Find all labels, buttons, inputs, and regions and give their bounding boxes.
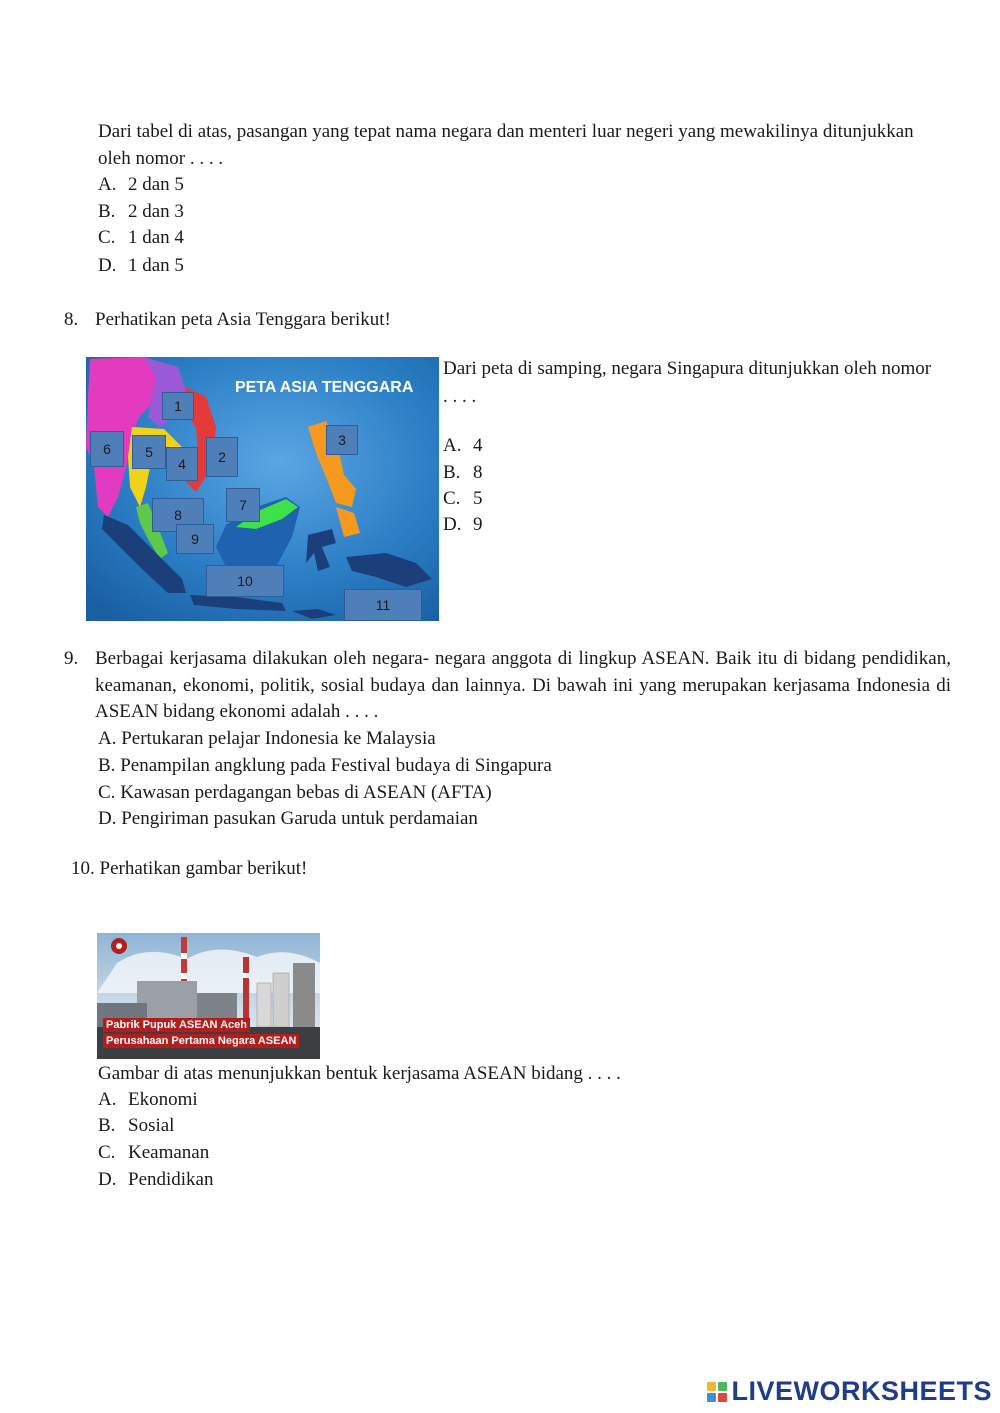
option-text: 4 xyxy=(473,435,483,456)
option-letter: A. xyxy=(98,174,117,195)
option-text: Kawasan perdagangan bebas di ASEAN (AFTA) xyxy=(120,782,492,803)
q7-stem-line1: Dari tabel di atas, pasangan yang tepat nama negara dan menteri luar negeri yang mewakilinya ditunjukkan xyxy=(98,121,914,142)
q9-stem: Berbagai kerjasama dilakukan oleh negara- negara anggota di lingkup ASEAN. Baik itu di bidang pendidikan, keamanan, ekonomi, politik, sosial budaya dan lainnya. Di bawah ini yang merupakan kerjasama Indonesia di ASEAN bidang ekonomi adalah . . . . xyxy=(95,648,951,722)
option-letter: C. xyxy=(443,488,461,509)
q7-option-d[interactable] xyxy=(98,253,184,279)
map-title: PETA ASIA TENGGARA xyxy=(235,379,414,396)
option-text: Penampilan angklung pada Festival budaya di Singapura xyxy=(120,755,552,776)
map-label-6: 6 xyxy=(90,431,124,467)
map-label-1: 1 xyxy=(162,392,194,420)
map-label-4: 4 xyxy=(166,447,198,481)
map-label-5: 5 xyxy=(132,435,166,469)
map-label-8: 8 xyxy=(152,498,204,532)
q10-option-a[interactable] xyxy=(98,1087,198,1113)
q7-option-a[interactable] xyxy=(98,172,184,198)
option-letter: B. xyxy=(443,462,461,483)
q7-stem-line2: oleh nomor . . . . xyxy=(98,148,224,169)
option-letter: A. xyxy=(98,1089,117,1110)
q8-option-a[interactable] xyxy=(443,433,483,459)
option-letter: B. xyxy=(98,755,116,776)
q8-stem-text: Perhatikan peta Asia Tenggara berikut! xyxy=(95,309,391,330)
option-text: Ekonomi xyxy=(128,1089,198,1110)
option-letter: C. xyxy=(98,782,116,803)
liveworksheets-logo[interactable] xyxy=(707,1376,992,1407)
map-label-11: 11 xyxy=(344,589,422,621)
option-letter: D. xyxy=(443,514,462,535)
map-label-2: 2 xyxy=(206,437,238,477)
option-letter: A. xyxy=(443,435,462,456)
q7-option-b[interactable] xyxy=(98,199,184,225)
map-label-3: 3 xyxy=(326,425,358,455)
q8-side-text-line2: . . . . xyxy=(443,386,477,407)
brand-text: LIVEWORKSHEETS xyxy=(731,1376,992,1406)
photo-caption-line1: Pabrik Pupuk ASEAN Aceh xyxy=(103,1018,250,1032)
fertilizer-factory-photo xyxy=(97,933,320,1059)
option-text: 9 xyxy=(473,514,483,535)
q9-number: 9. xyxy=(64,648,79,669)
q9-option-c[interactable] xyxy=(98,780,492,806)
option-text: 8 xyxy=(473,462,483,483)
photo-caption-line2: Perusahaan Pertama Negara ASEAN xyxy=(103,1034,299,1048)
option-text: Keamanan xyxy=(128,1142,210,1163)
q9-option-a[interactable] xyxy=(98,726,436,752)
option-letter: D. xyxy=(98,1169,117,1190)
option-text: 2 dan 3 xyxy=(128,201,184,222)
q8-option-d[interactable] xyxy=(443,512,483,538)
option-text: 2 dan 5 xyxy=(128,174,184,195)
option-letter: C. xyxy=(98,1142,116,1163)
q8-stem xyxy=(64,307,391,333)
q7-option-c[interactable] xyxy=(98,225,184,251)
option-text: 1 dan 5 xyxy=(128,255,184,276)
map-label-10: 10 xyxy=(206,565,284,597)
q9-option-b[interactable] xyxy=(98,753,552,779)
option-text: Sosial xyxy=(128,1115,175,1136)
option-text: Pertukaran pelajar Indonesia ke Malaysia xyxy=(121,728,436,749)
map-label-9: 9 xyxy=(176,524,214,554)
q10-option-d[interactable] xyxy=(98,1167,214,1193)
q10-number: 10. xyxy=(71,858,95,879)
q8-option-b[interactable] xyxy=(443,460,483,486)
option-text: 5 xyxy=(473,488,483,509)
southeast-asia-map xyxy=(86,357,439,621)
q9-option-d[interactable] xyxy=(98,806,478,832)
option-letter: D. xyxy=(98,808,117,829)
q10-question: Gambar di atas menunjukkan bentuk kerjasama ASEAN bidang . . . . xyxy=(98,1063,621,1084)
q8-number: 8. xyxy=(64,309,79,330)
option-letter: B. xyxy=(98,1115,116,1136)
option-letter: A. xyxy=(98,728,117,749)
q10-stem xyxy=(71,856,307,882)
q10-option-c[interactable] xyxy=(98,1140,209,1166)
option-text: Pendidikan xyxy=(128,1169,214,1190)
q8-option-c[interactable] xyxy=(443,486,483,512)
q10-stem-text: Perhatikan gambar berikut! xyxy=(99,858,308,879)
option-letter: B. xyxy=(98,201,116,222)
liveworksheets-icon xyxy=(707,1382,727,1402)
option-text: 1 dan 4 xyxy=(128,227,184,248)
q10-option-b[interactable] xyxy=(98,1113,174,1139)
q8-side-text-line1: Dari peta di samping, negara Singapura ditunjukkan oleh nomor xyxy=(443,358,932,379)
option-text: Pengiriman pasukan Garuda untuk perdamaian xyxy=(121,808,478,829)
map-label-7: 7 xyxy=(226,488,260,522)
option-letter: D. xyxy=(98,255,117,276)
option-letter: C. xyxy=(98,227,116,248)
